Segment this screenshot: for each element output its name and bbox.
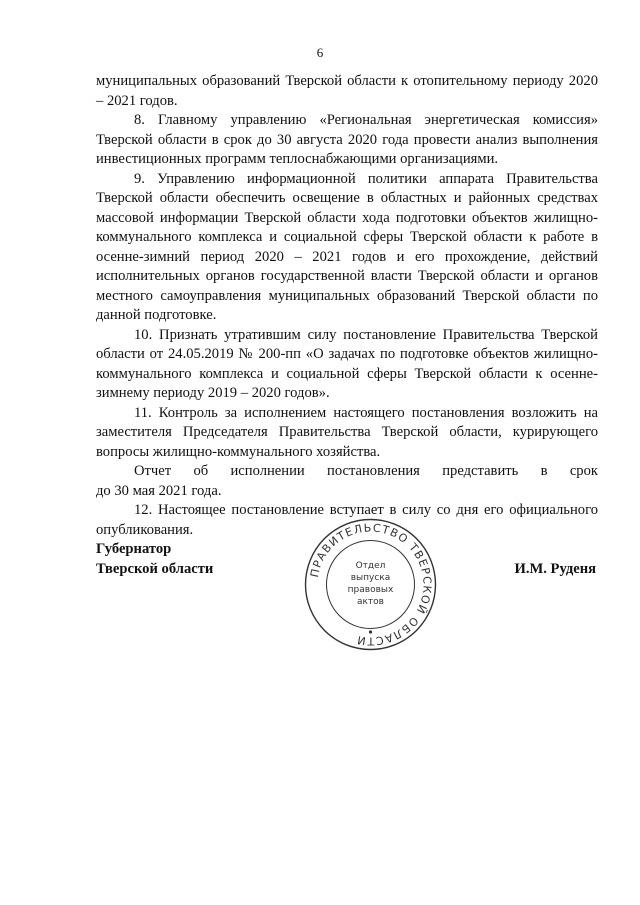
paragraph-11-report-line1: Отчет об исполнении постановления представить в срок bbox=[134, 463, 598, 479]
stamp-center-line-1: Отдел bbox=[355, 561, 386, 571]
stamp-seal-icon bbox=[303, 517, 438, 652]
paragraph-10: 10. Признать утратившим силу постановление Правительства Тверской области от 24.05.2019 № 200-пп «О задачах по подготовке объектов жилищно-коммунального комплекса и социальной сферы Тверской области к осенне-зимнему периоду 2019 – 2020 годов». bbox=[96, 326, 598, 401]
document-body bbox=[96, 72, 598, 540]
paragraph-12: 12. Настоящее постановление вступает в силу со дня его официального опубликования. bbox=[96, 502, 598, 538]
page-number: 6 bbox=[316, 45, 324, 60]
paragraph-11-report-line2: до 30 мая 2021 года. bbox=[96, 482, 222, 499]
paragraph-9: 9. Управлению информационной политики аппарата Правительства Тверской области обеспечить освещение в областных и районных средствах массовой информации Тверской области хода подготовки объектов жилищно-коммунального комплекса и социальной сферы Тверской области к работе в осенне-зимний период 2020 – 2021 годов и его прохождение, действий исполнительных органов государственной власти Тверской области и органов местного самоуправления муниципальных образований Тверской области по данной подготовке. bbox=[96, 170, 598, 323]
paragraph-11: 11. Контроль за исполнением настоящего постановления возложить на заместителя Председателя Правительства Тверской области, курирующего вопросы жилищно-коммунального хозяйства. bbox=[96, 404, 598, 460]
paragraph-continuation: муниципальных образований Тверской области к отопительному периоду 2020 – 2021 годов. bbox=[96, 73, 598, 109]
stamp-center-line-4: актов bbox=[356, 597, 385, 607]
signatory-title-line2: Тверской области bbox=[96, 560, 214, 577]
signatory-title-line1: Губернатор bbox=[96, 541, 172, 557]
stamp-ring-text: ПРАВИТЕЛЬСТВО ТВЕРСКОЙ ОБЛАСТИ bbox=[307, 521, 434, 648]
signatory-title bbox=[96, 540, 213, 579]
stamp-center-line-3: правовых bbox=[347, 585, 394, 595]
stamp-center-line-2: выпуска bbox=[350, 573, 391, 583]
stamp-dot bbox=[369, 630, 372, 633]
paragraph-8: 8. Главному управлению «Региональная энергетическая комиссия» Тверской области в срок до 30 августа 2020 года провести анализ выполнения инвестиционных программ теплоснабжающими организациями. bbox=[96, 112, 598, 167]
official-stamp bbox=[303, 517, 438, 652]
signatory-name: И.М. Руденя bbox=[514, 561, 596, 577]
